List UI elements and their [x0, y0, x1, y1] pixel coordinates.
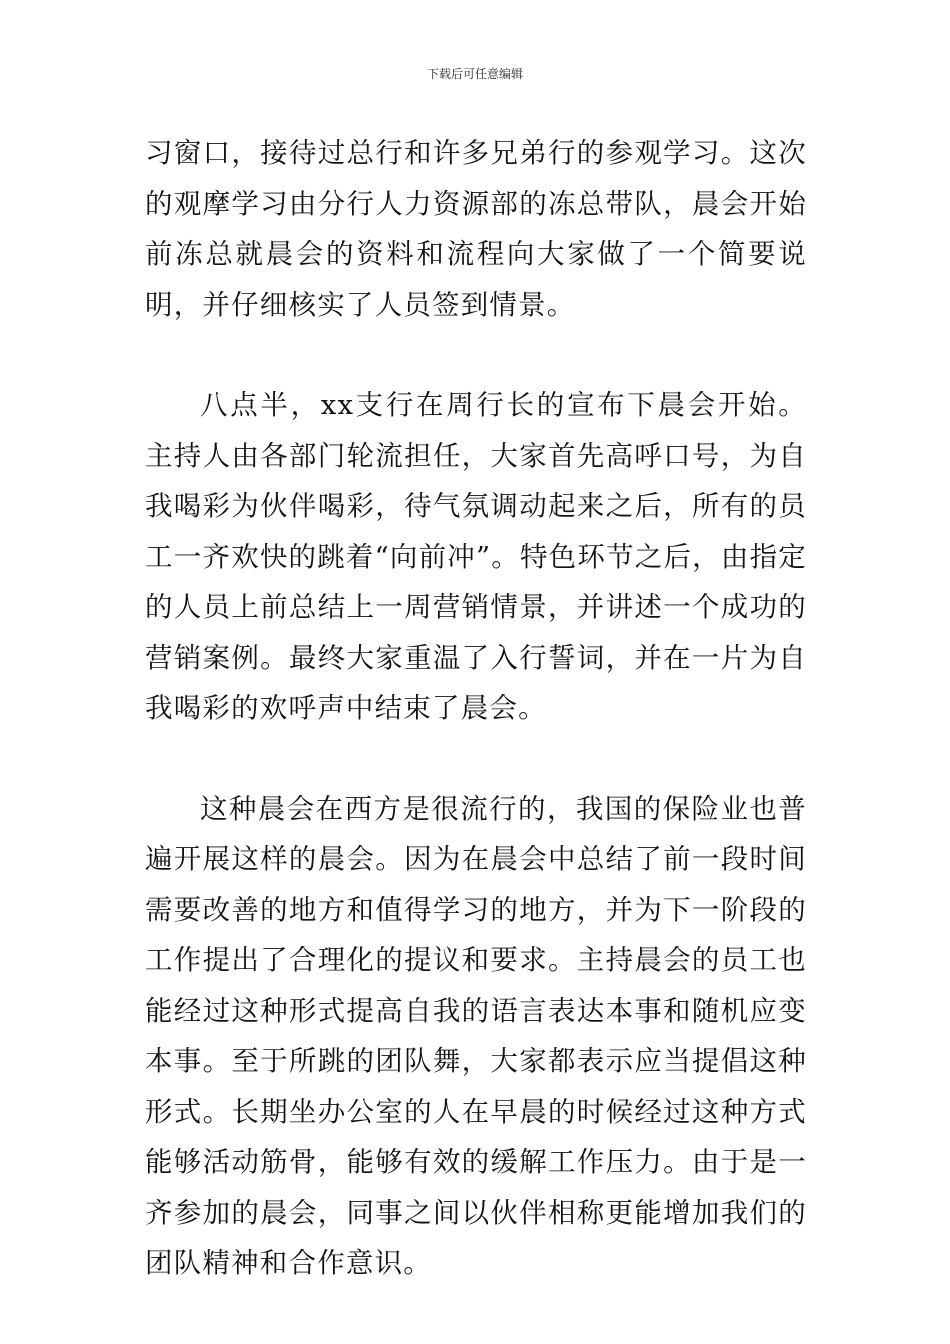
paragraph-3: 这种晨会在西方是很流行的，我国的保险业也普遍开展这样的晨会。因为在晨会中总结了前一段时间需要改善的地方和值得学习的地方，并为下一阶段的工作提出了合理化的提议和要求。主持晨会的员工也能经过这种形式提高自我的语言表达本事和随机应变本事。至于所跳的团队舞，大家都表示应当提倡这种形式。长期坐办公室的人在早晨的时候经过这种方式能够活动筋骨，能够有效的缓解工作压力。由于是一齐参加的晨会，同事之间以伙伴相称更能增加我们的团队精神和合作意识。 [145, 792, 807, 1279]
paragraph-gap [145, 734, 807, 784]
document-body [145, 128, 807, 1289]
paragraph-gap [145, 330, 807, 380]
paragraph-2: 八点半，xx支行在周行长的宣布下晨会开始。主持人由各部门轮流担任，大家首先高呼口号，为自我喝彩为伙伴喝彩，待气氛调动起来之后，所有的员工一齐欢快的跳着“向前冲”。特色环节之后，由指定的人员上前总结上一周营销情景，并讲述一个成功的营销案例。最终大家重温了入行誓词，并在一片为自我喝彩的欢呼声中结束了晨会。 [145, 389, 807, 724]
paragraph-1: 习窗口，接待过总行和许多兄弟行的参观学习。这次的观摩学习由分行人力资源部的冻总带队，晨会开始前冻总就晨会的资料和流程向大家做了一个简要说明，并仔细核实了人员签到情景。 [145, 137, 807, 321]
page-header: 下载后可任意编辑 [426, 67, 523, 81]
